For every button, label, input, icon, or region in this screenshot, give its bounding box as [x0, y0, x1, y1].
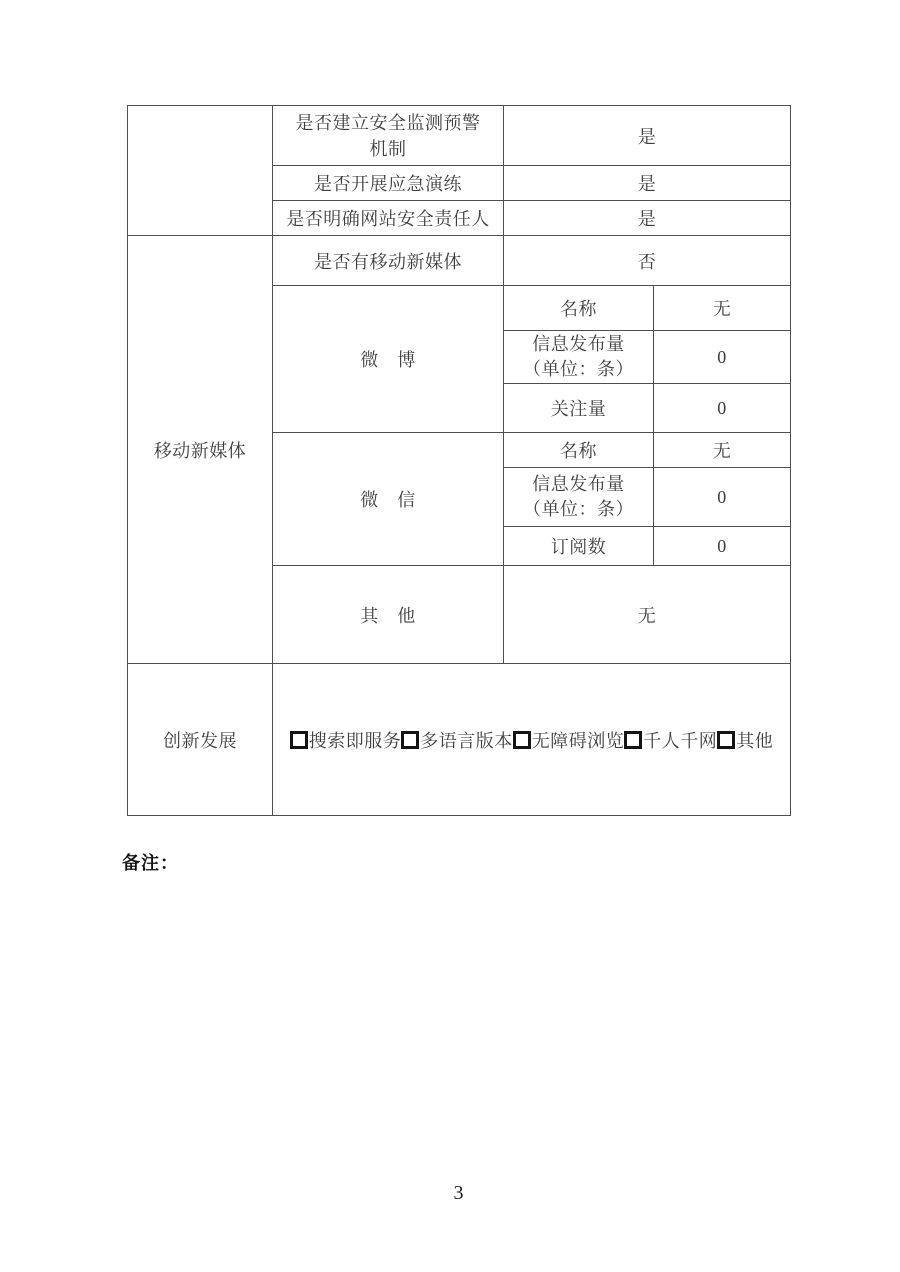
other-media-label-cell: 其 他: [273, 566, 504, 664]
security-monitor-label-cell: [273, 106, 504, 166]
wechat-name-label-cell: 名称: [504, 433, 654, 468]
innovation-options: [273, 727, 790, 753]
wechat-publish-label-line1: 信息发布量: [532, 474, 625, 494]
wechat-publish-label-cell: [504, 468, 654, 527]
weibo-publish-label-cell: [504, 331, 654, 384]
innovation-section-header: 创新发展: [128, 664, 273, 816]
security-drill-label-cell: 是否开展应急演练: [273, 166, 504, 201]
innovation-option: [717, 727, 773, 753]
weibo-publish-label-line1: 信息发布量: [532, 334, 625, 354]
innovation-option: [513, 727, 625, 753]
weibo-followers-value-cell: 0: [654, 384, 791, 433]
security-responsible-value-cell: 是: [504, 201, 791, 236]
section-continuation-cell: [128, 106, 273, 236]
innovation-option: [290, 727, 402, 753]
innovation-option-label: 其他: [736, 730, 774, 751]
has-mobile-media-row: [128, 236, 791, 286]
wechat-subscribers-value-cell: 0: [654, 527, 791, 566]
innovation-option-label: 搜索即服务: [308, 730, 402, 751]
security-drill-value-cell: 是: [504, 166, 791, 201]
security-responsible-label-cell: 是否明确网站安全责任人: [273, 201, 504, 236]
wechat-publish-label-line2: （单位：条）: [523, 499, 634, 519]
weibo-header-cell: 微 博: [273, 286, 504, 433]
security-monitor-label-line2: 机制: [369, 138, 407, 159]
weibo-publish-label-line2: （单位：条）: [523, 359, 634, 379]
checkbox-icon: [290, 731, 308, 749]
security-monitor-value-cell: 是: [504, 106, 791, 166]
weibo-name-value-cell: 无: [654, 286, 791, 331]
innovation-options-cell: [273, 664, 791, 816]
innovation-option: [401, 727, 513, 753]
innovation-option-label: 多语言版本: [420, 730, 513, 751]
security-monitor-label-line1: 是否建立安全监测预警: [295, 112, 481, 133]
report-table: [127, 105, 791, 816]
weibo-followers-label-cell: 关注量: [504, 384, 654, 433]
checkbox-icon: [624, 731, 642, 749]
innovation-option-label: 千人千网: [643, 730, 718, 751]
page-number: 3: [453, 1182, 464, 1204]
has-mobile-media-value-cell: 否: [504, 236, 791, 286]
checkbox-icon: [717, 731, 735, 749]
checkbox-icon: [401, 731, 419, 749]
wechat-header-cell: 微 信: [273, 433, 504, 566]
checkbox-icon: [513, 731, 531, 749]
innovation-option-label: 无障碍浏览: [531, 730, 625, 751]
weibo-publish-value-cell: 0: [654, 331, 791, 384]
note-label: 备注：: [122, 853, 179, 873]
security-monitor-row: [128, 106, 791, 166]
mobile-media-section-header: 移动新媒体: [128, 236, 273, 664]
weibo-name-label-cell: 名称: [504, 286, 654, 331]
other-media-value-cell: 无: [504, 566, 791, 664]
innovation-option: [624, 727, 717, 753]
wechat-subscribers-label-cell: 订阅数: [504, 527, 654, 566]
innovation-row: [128, 664, 791, 816]
has-mobile-media-label-cell: 是否有移动新媒体: [273, 236, 504, 286]
wechat-name-value-cell: 无: [654, 433, 791, 468]
wechat-publish-value-cell: 0: [654, 468, 791, 527]
